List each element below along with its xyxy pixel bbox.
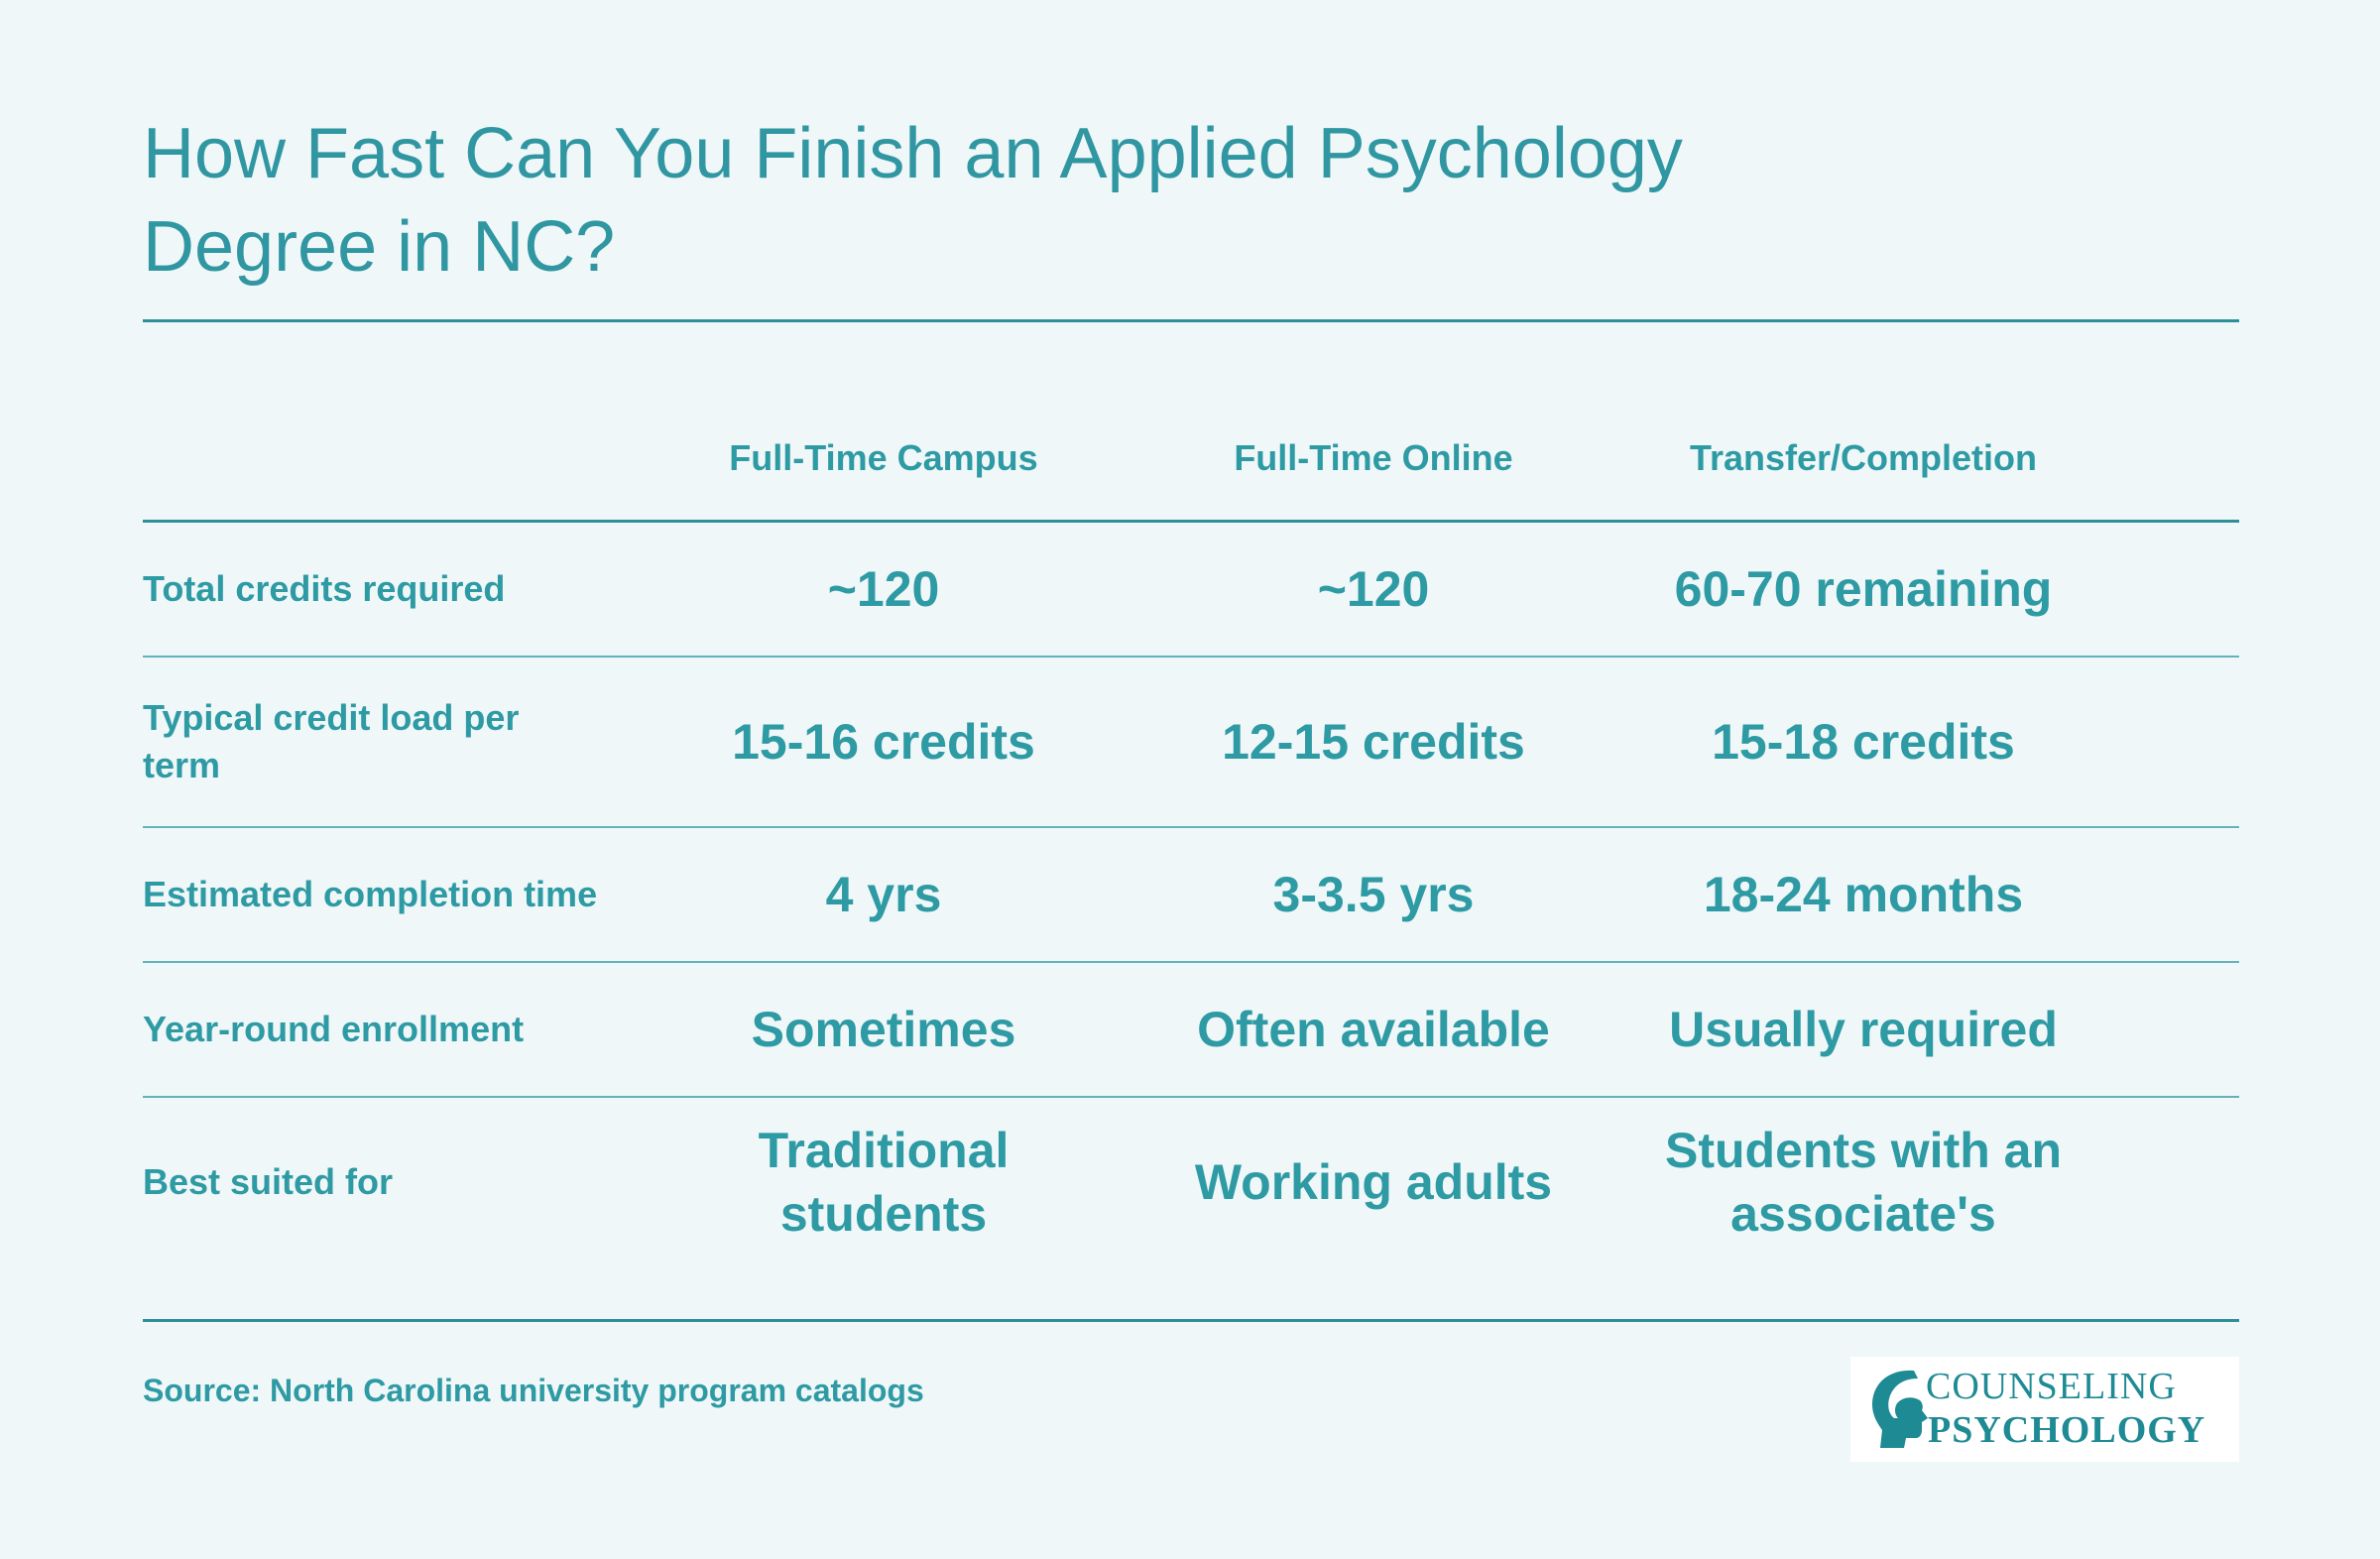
table-cell: 4 yrs <box>825 867 942 922</box>
title-divider <box>143 319 2239 322</box>
row-label: Best suited for <box>143 1161 394 1202</box>
table-cell: 60-70 remaining <box>1674 561 2053 617</box>
title-line-2: Degree in NC? <box>143 207 616 287</box>
row-label-line-1: Typical credit load per <box>143 697 520 738</box>
row-label-line-2: term <box>143 745 221 785</box>
table-cell: 15-18 credits <box>1712 714 2015 770</box>
cell-line: students <box>779 1186 988 1242</box>
row-label: Total credits required <box>143 568 506 609</box>
table-row <box>143 828 2239 961</box>
table-row <box>143 963 2239 1096</box>
column-header-campus: Full-Time Campus <box>729 437 1038 478</box>
table-cell: 12-15 credits <box>1222 714 1525 770</box>
table-cell: Sometimes <box>751 1002 1016 1057</box>
logo-line-2: PSYCHOLOGY <box>1928 1409 2206 1451</box>
source-note: Source: North Carolina university program catalogs <box>143 1373 924 1408</box>
table-row <box>143 1098 2239 1266</box>
table-row <box>143 523 2239 656</box>
table-row <box>143 658 2239 826</box>
table-cell: ~120 <box>1317 561 1430 617</box>
table-cell <box>639 1119 1129 1246</box>
column-header-online: Full-Time Online <box>1234 437 1513 478</box>
table-cell <box>1618 1119 2108 1246</box>
head-profile-icon <box>1864 1367 1934 1452</box>
row-label: Estimated completion time <box>143 874 598 914</box>
cell-line: Traditional <box>758 1123 1010 1178</box>
logo-line-1: COUNSELING <box>1926 1366 2177 1407</box>
table-header-row <box>143 397 2239 520</box>
table-cell <box>1129 1150 1618 1214</box>
column-header-transfer: Transfer/Completion <box>1689 437 2038 478</box>
page-title <box>143 107 2027 294</box>
brand-logo <box>1850 1357 2239 1462</box>
table-cell: 3-3.5 yrs <box>1272 867 1475 922</box>
cell-line: Students with an <box>1665 1123 2062 1178</box>
title-line-1: How Fast Can You Finish an Applied Psychology <box>143 114 1683 193</box>
cell-line: Working adults <box>1194 1154 1553 1210</box>
row-label: Year-round enrollment <box>143 1009 525 1049</box>
comparison-table <box>143 397 2239 1266</box>
table-cell: Usually required <box>1669 1002 2058 1057</box>
table-cell: Often available <box>1197 1002 1550 1057</box>
footer-divider <box>143 1319 2239 1322</box>
table-cell: 18-24 months <box>1703 867 2024 922</box>
cell-line: associate's <box>1730 1186 1996 1242</box>
row-label <box>143 694 639 789</box>
table-cell: ~120 <box>827 561 940 617</box>
table-cell: 15-16 credits <box>732 714 1035 770</box>
